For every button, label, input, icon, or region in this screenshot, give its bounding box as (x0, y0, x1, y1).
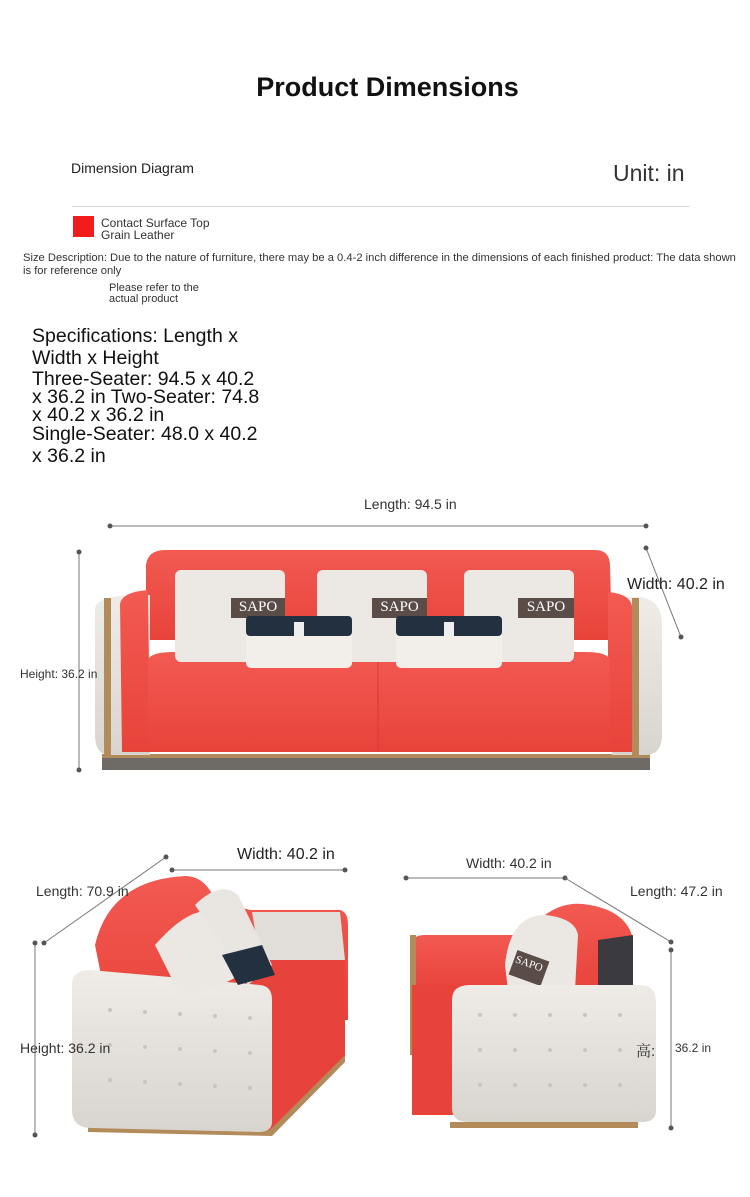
two-seater-width-label: Width: 40.2 in (237, 846, 335, 863)
single-seater-height-char: 高: (636, 1043, 656, 1060)
legend-line-2: Grain Leather (101, 228, 175, 242)
three-seater-sofa (77, 524, 684, 773)
single-seater-sofa (404, 876, 674, 1131)
single-seater-length-label: Length: 47.2 in (630, 883, 723, 899)
two-seater-height-label: Height: 36.2 in (20, 1040, 111, 1056)
spec-line-4: x 36.2 in Two-Seater: 74.8 (32, 386, 260, 408)
spec-line-2: Width x Height (32, 347, 159, 369)
refer-line-1: Please refer to the (109, 282, 199, 294)
refer-line-2: actual product (109, 293, 179, 305)
spec-line-5: x 40.2 x 36.2 in (32, 404, 165, 426)
spec-line-7: x 36.2 in (32, 445, 106, 467)
two-seater-length-label: Length: 70.9 in (36, 883, 129, 899)
pillow-brand-2: SAPO (380, 599, 419, 615)
spec-line-1: Specifications: Length x (32, 325, 238, 347)
three-seater-height-label: Height: 36.2 in (20, 667, 98, 681)
page-title: Product Dimensions (256, 72, 519, 102)
single-seater-height-value: 36.2 in (675, 1041, 712, 1055)
single-seater-width-label: Width: 40.2 in (466, 855, 552, 871)
spec-line-6: Single-Seater: 48.0 x 40.2 (32, 423, 258, 445)
pillow-brand-3: SAPO (526, 599, 566, 615)
legend-line-1: Contact Surface Top (101, 216, 210, 230)
size-description: Size Description: Due to the nature of furniture, there may be a 0.4-2 inch difference in the dimensions of each finished product: The data shown is for reference only (23, 252, 736, 277)
dimension-diagram-label: Dimension Diagram (71, 160, 194, 176)
three-seater-length-label: Length: 94.5 in (364, 496, 457, 512)
three-seater-width-label: Width: 40.2 in (627, 576, 725, 593)
pillow-brand-1: SAPO (238, 599, 278, 615)
spec-line-3: Three-Seater: 94.5 x 40.2 (32, 368, 255, 390)
single-pillow-brand: SAPO (513, 953, 545, 975)
unit-label: Unit: in (613, 160, 685, 186)
